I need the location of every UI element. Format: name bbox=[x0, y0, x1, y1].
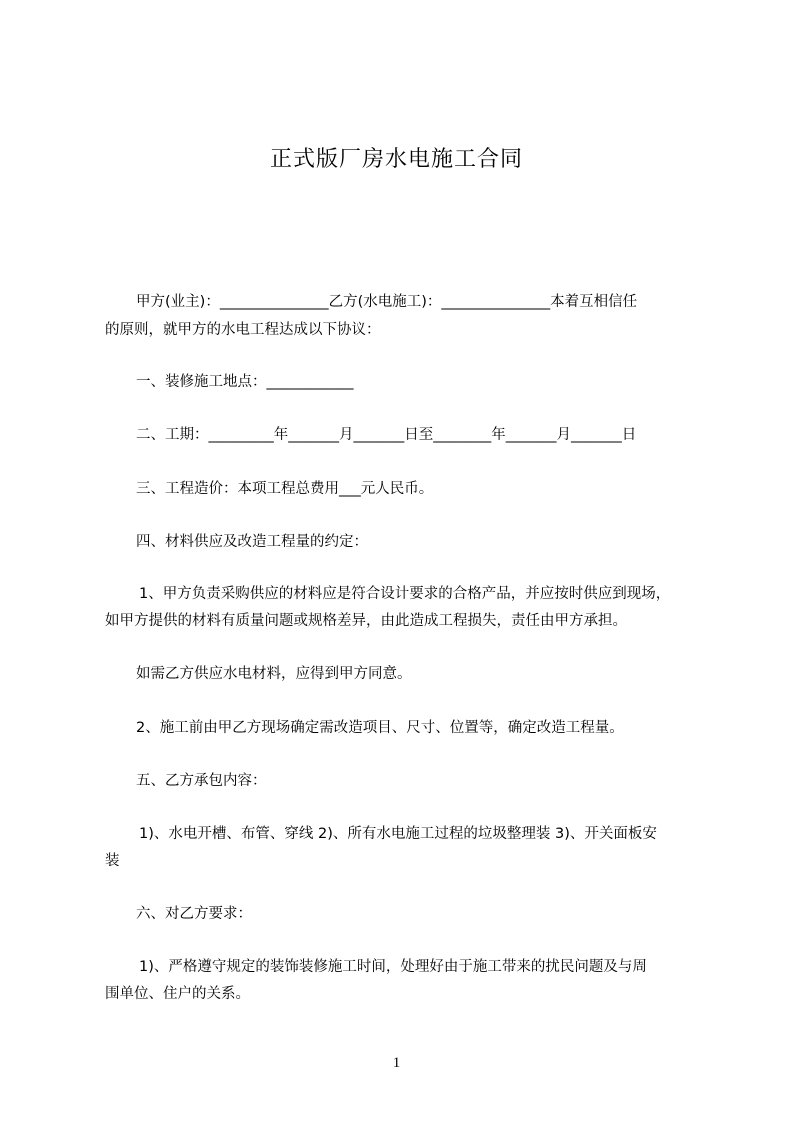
clause-6-item-1-continued: 围单位、住户的关系。 bbox=[105, 986, 250, 1002]
clause-5-heading: 五、乙方承包内容： bbox=[136, 773, 267, 789]
clause-6-item-1: 1)、严格遵守规定的装饰装修施工时间，处理好由于施工带来的扰民问题及与周 bbox=[139, 959, 647, 975]
parties-line: 甲方(业主)：_______________乙方(水电施工)：_______________本着互相信任 bbox=[136, 294, 638, 310]
clause-5-items: 1)、水电开槽、布管、穿线 2)、所有水电施工过程的垃圾整理装 3)、开关面板安 bbox=[139, 826, 657, 842]
clause-4-item-1-continued: 如甲方提供的材料有质量问题或规格差异，由此造成工程损失，责任由甲方承担。 bbox=[105, 613, 627, 629]
clause-5-items-continued: 装 bbox=[105, 853, 120, 869]
clause-4-heading: 四、材料供应及改造工程量的约定： bbox=[136, 534, 368, 550]
clause-1-location: 一、装修施工地点：____________ bbox=[136, 374, 354, 390]
clause-6-heading: 六、对乙方要求： bbox=[136, 906, 252, 922]
parties-line-continued: 的原则，就甲方的水电工程达成以下协议： bbox=[105, 322, 381, 338]
clause-4-item-2: 2、施工前由甲乙方现场确定需改造项目、尺寸、位置等，确定改造工程量。 bbox=[136, 720, 624, 736]
clause-3-cost: 三、工程造价：本项工程总费用___元人民币。 bbox=[136, 481, 434, 497]
clause-4-item-1: 1、甲方负责采购供应的材料应是符合设计要求的合格产品，并应按时供应到现场， bbox=[139, 586, 671, 602]
clause-2-period: 二、工期：_________年_______月_______日至________年_______月_______日 bbox=[136, 427, 637, 443]
page-number: 1 bbox=[392, 1055, 401, 1071]
clause-4-note: 如需乙方供应水电材料，应得到甲方同意。 bbox=[136, 666, 412, 682]
document-title: 正式版厂房水电施工合同 bbox=[269, 147, 523, 172]
